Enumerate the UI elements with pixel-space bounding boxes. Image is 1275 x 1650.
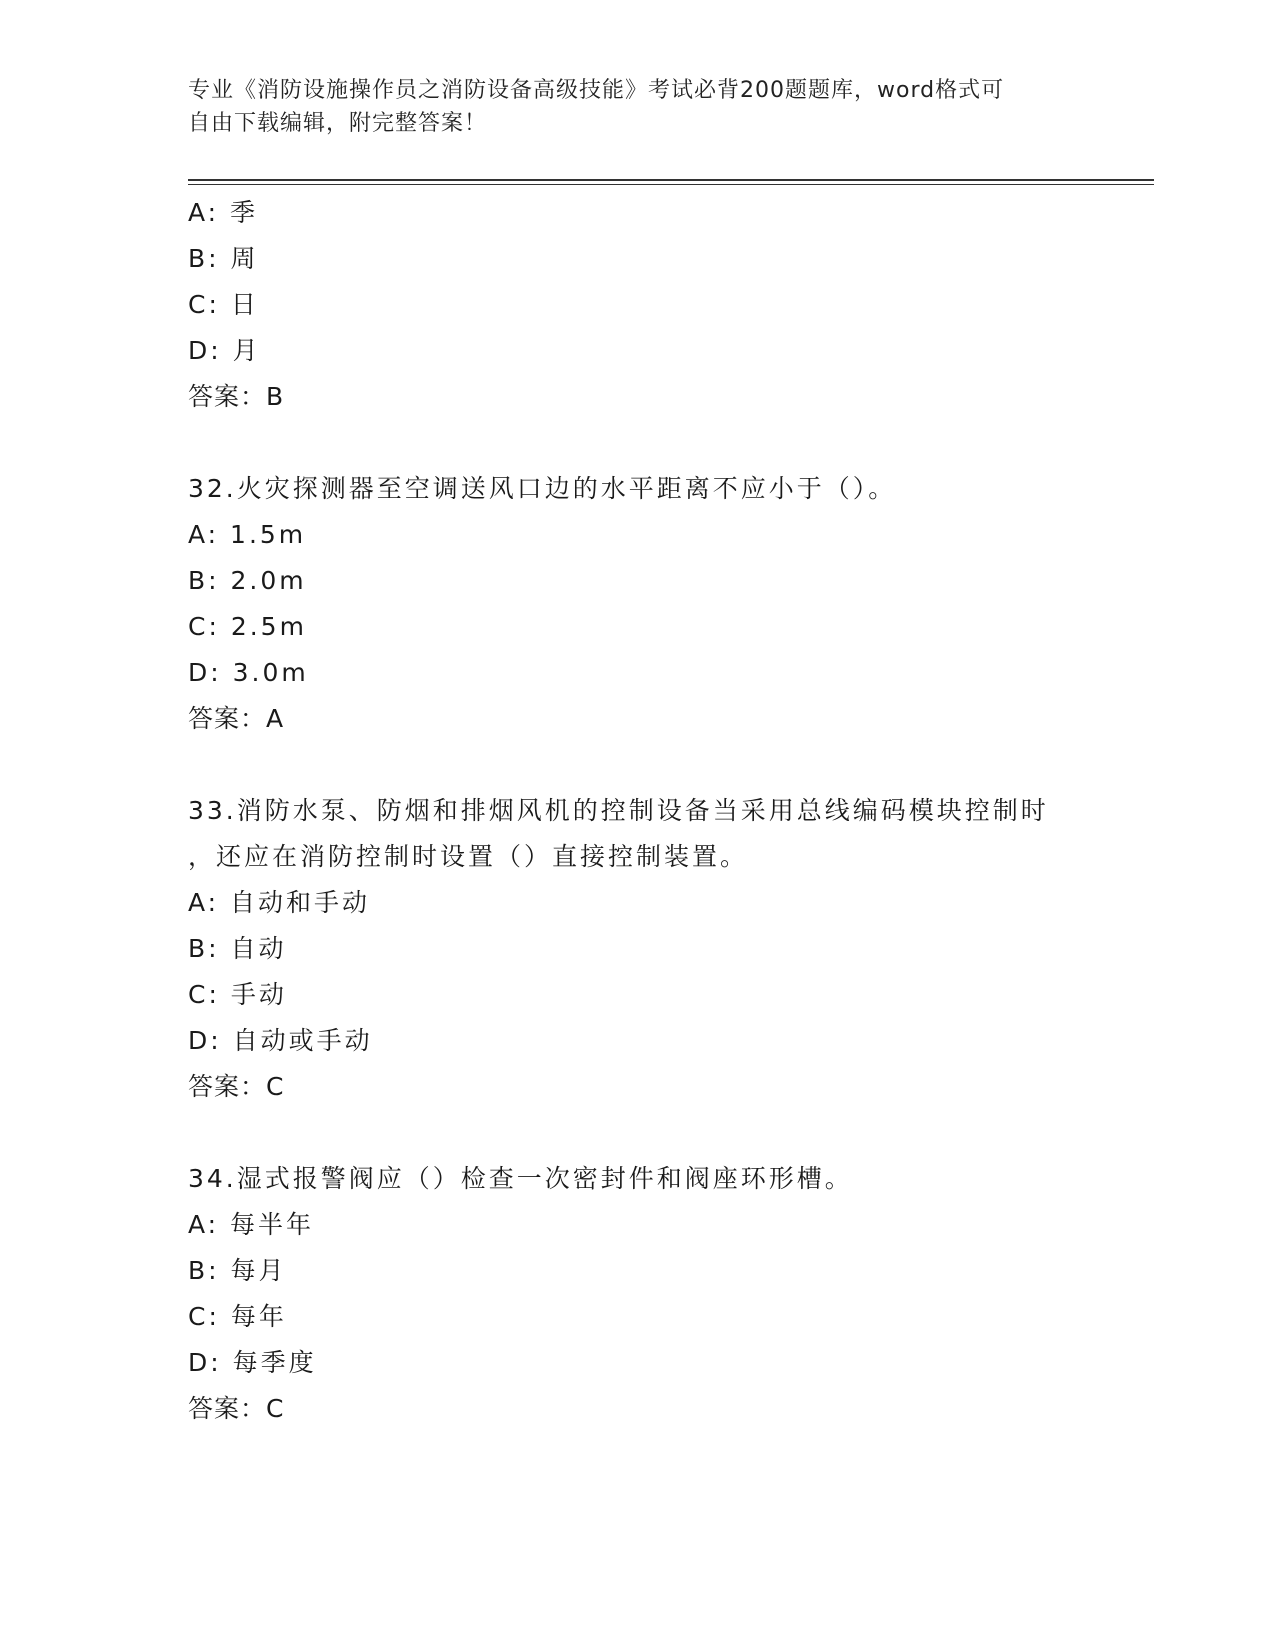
header-divider-thin: [188, 184, 1154, 185]
option-b: B: 周: [188, 244, 259, 273]
option-d: D: 3.0m: [188, 658, 309, 687]
question-stem-continued: ，还应在消防控制时设置（）直接控制装置。: [188, 842, 749, 871]
option-c: C: 手动: [188, 980, 287, 1009]
option-d: D: 自动或手动: [188, 1026, 373, 1055]
answer-label: 答案：C: [188, 1394, 285, 1423]
option-b: B: 自动: [188, 934, 287, 963]
option-b: B: 每月: [188, 1256, 287, 1285]
option-d: D: 月: [188, 336, 261, 365]
option-a: A: 季: [188, 198, 259, 227]
option-a: A: 每半年: [188, 1210, 315, 1239]
option-c: C: 2.5m: [188, 612, 307, 641]
question-list: [188, 190, 1108, 1432]
option-b: B: 2.0m: [188, 566, 307, 595]
question-block-33: [188, 788, 1108, 1110]
document-header: [188, 74, 1088, 140]
option-a: A: 自动和手动: [188, 888, 371, 917]
option-c: C: 每年: [188, 1302, 287, 1331]
header-line-1: 专业《消防设施操作员之消防设备高级技能》考试必背200题题库，word格式可: [188, 78, 1005, 103]
answer-label: 答案：A: [188, 704, 285, 733]
header-line-2: 自由下载编辑，附完整答案！: [188, 111, 488, 136]
header-divider-thick: [188, 179, 1154, 181]
question-stem: 34.湿式报警阀应（）检查一次密封件和阀座环形槽。: [188, 1164, 853, 1193]
question-block-32: [188, 466, 1108, 742]
option-c: C: 日: [188, 290, 259, 319]
answer-label: 答案：C: [188, 1072, 285, 1101]
answer-label: 答案：B: [188, 382, 285, 411]
question-block-34: [188, 1156, 1108, 1432]
option-a: A: 1.5m: [188, 520, 307, 549]
option-d: D: 每季度: [188, 1348, 317, 1377]
question-stem: 33.消防水泵、防烟和排烟风机的控制设备当采用总线编码模块控制时: [188, 796, 1049, 825]
question-stem: 32.火灾探测器至空调送风口边的水平距离不应小于（）。: [188, 474, 897, 503]
question-block-31: [188, 190, 1108, 420]
